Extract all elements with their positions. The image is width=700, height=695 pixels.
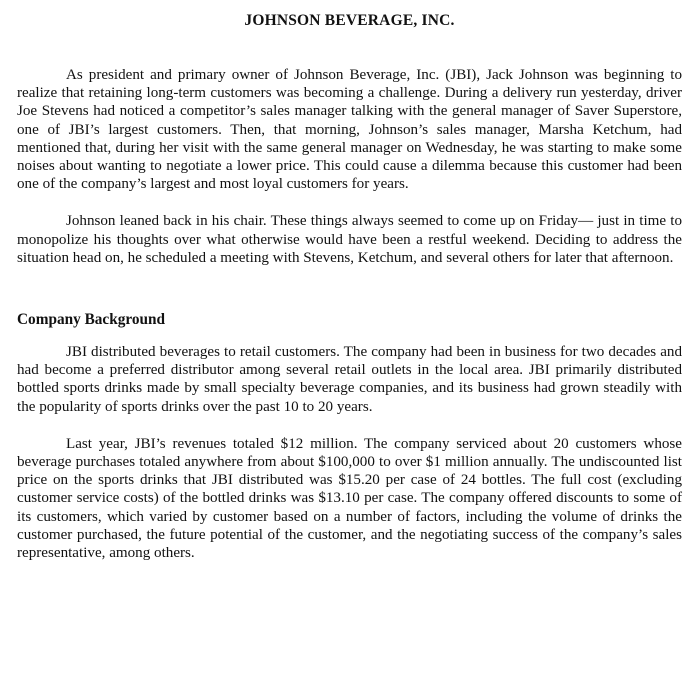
document-title: JOHNSON BEVERAGE, INC. — [244, 12, 455, 29]
section-paragraph-1: JBI distributed beverages to retail customers. The company had been in business for two decades and had become a preferred distributor among several retail outlets in the local area. JBI primarily distributed bottled sports drinks made by small specialty beverage companies, and its business had grown steadily with the popularity of sports drinks over the past 10 to 20 years. — [17, 344, 682, 415]
intro-paragraph-2: Johnson leaned back in his chair. These things always seemed to come up on Friday— just in time to monopolize his thoughts over what otherwise would have been a restful weekend. Deciding to address the situation head on, he scheduled a meeting with Stevens, Ketchum, and several others for later that afternoon. — [17, 213, 682, 266]
section-heading: Company Background — [17, 311, 166, 329]
section-paragraph-2: Last year, JBI’s revenues totaled $12 million. The company serviced about 20 customers whose beverage purchases totaled anywhere from about $100,000 to over $1 million annually. The undiscounted list price on the sports drinks that JBI distributed was $15.20 per case of 24 bottles. The full cost (excluding customer service costs) of the bottled drinks was $13.10 per case. The company offered discounts to some of its customers, which varied by customer based on a number of factors, including the volume of drinks the customer purchased, the future potential of the customer, and the negotiating success of the company’s sales representative, among others. — [17, 435, 682, 562]
intro-paragraph-1: As president and primary owner of Johnson Beverage, Inc. (JBI), Jack Johnson was beginning to realize that retaining long-term customers was becoming a challenge. During a delivery run yesterday, driver Joe Stevens had noticed a competitor’s sales manager talking with the general manager of Saver Superstore, one of JBI’s largest customers. Then, that morning, Johnson’s sales manager, Marsha Ketchum, had mentioned that, during her visit with the same general manager on Wednesday, he was starting to make some noises about wanting to negotiate a lower price. This could cause a dilemma because this customer had been one of the company’s largest and most loyal customers for years. — [17, 67, 682, 193]
